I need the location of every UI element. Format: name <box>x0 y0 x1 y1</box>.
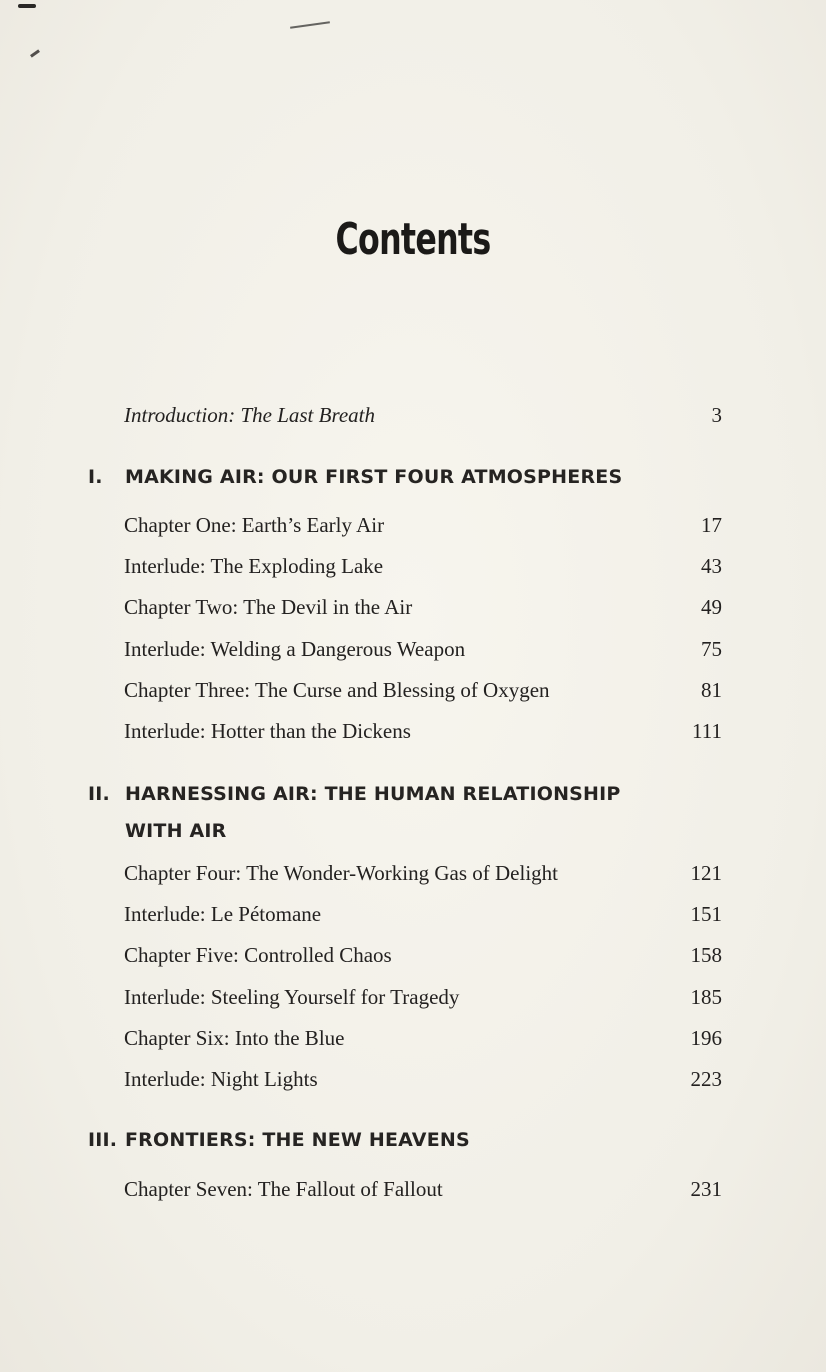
part-title: MAKING AIR: OUR FIRST FOUR ATMOSPHERES <box>125 466 623 488</box>
toc-entry-page: 17 <box>701 513 722 537</box>
toc-entry-label: Chapter Six: Into the Blue <box>124 1026 345 1050</box>
toc-entry-label: Chapter Four: The Wonder-Working Gas of Delight <box>124 861 559 885</box>
toc-entry[interactable] <box>124 592 722 622</box>
toc-entry-page: 111 <box>692 719 722 743</box>
toc-entry-label: Interlude: The Exploding Lake <box>124 554 384 578</box>
toc-entry[interactable] <box>124 634 722 664</box>
toc-entry[interactable] <box>124 1174 722 1204</box>
toc-entry-page: 49 <box>701 595 722 619</box>
toc-entry-label: Introduction: The Last Breath <box>124 403 376 427</box>
toc-entry-page: 3 <box>711 403 722 427</box>
ink-speck <box>290 21 330 29</box>
toc-entry-page: 43 <box>701 554 722 578</box>
toc-entry[interactable] <box>124 982 722 1012</box>
part-title: HARNESSING AIR: THE HUMAN RELATIONSHIP WITH AIR <box>125 783 621 842</box>
toc-entry-introduction[interactable] <box>124 400 722 430</box>
toc-entry[interactable] <box>124 1023 722 1053</box>
toc-entry[interactable] <box>124 716 722 746</box>
toc-entry-label: Interlude: Welding a Dangerous Weapon <box>124 637 466 661</box>
toc-entry-page: 151 <box>690 902 722 926</box>
ink-speck <box>18 4 36 8</box>
part-numeral: II. <box>88 783 110 805</box>
ink-speck <box>30 49 40 57</box>
part-numeral: III. <box>88 1129 118 1151</box>
toc-entry-page: 158 <box>690 943 722 967</box>
toc-entry-page: 231 <box>690 1177 722 1201</box>
toc-entry-label: Chapter Three: The Curse and Blessing of Oxygen <box>124 678 550 702</box>
toc-entry-page: 223 <box>690 1067 722 1091</box>
toc-entry-label: Interlude: Steeling Yourself for Tragedy <box>124 985 460 1009</box>
toc-entry[interactable] <box>124 510 722 540</box>
toc-entry-page: 185 <box>690 985 722 1009</box>
toc-entry-label: Interlude: Night Lights <box>124 1067 318 1091</box>
toc-entry[interactable] <box>124 940 722 970</box>
toc-entry-label: Chapter Five: Controlled Chaos <box>124 943 392 967</box>
part-numeral: I. <box>88 466 103 488</box>
toc-entry-page: 81 <box>701 678 722 702</box>
toc-entry[interactable] <box>124 858 722 888</box>
toc-entry-label: Interlude: Le Pétomane <box>124 902 322 926</box>
toc-entry-page: 75 <box>701 637 722 661</box>
toc-entry[interactable] <box>124 1064 722 1094</box>
toc-entry-label: Interlude: Hotter than the Dickens <box>124 719 411 743</box>
toc-entry-label: Chapter One: Earth’s Early Air <box>124 513 385 537</box>
toc-entry[interactable] <box>124 551 722 581</box>
toc-entry[interactable] <box>124 675 722 705</box>
part-title: FRONTIERS: THE NEW HEAVENS <box>125 1129 470 1151</box>
toc-entry-label: Chapter Seven: The Fallout of Fallout <box>124 1177 443 1201</box>
toc-entry-label: Chapter Two: The Devil in the Air <box>124 595 413 619</box>
page-title: Contents <box>335 214 491 265</box>
toc-entry[interactable] <box>124 899 722 929</box>
toc-entry-page: 121 <box>690 861 722 885</box>
toc-entry-page: 196 <box>690 1026 722 1050</box>
